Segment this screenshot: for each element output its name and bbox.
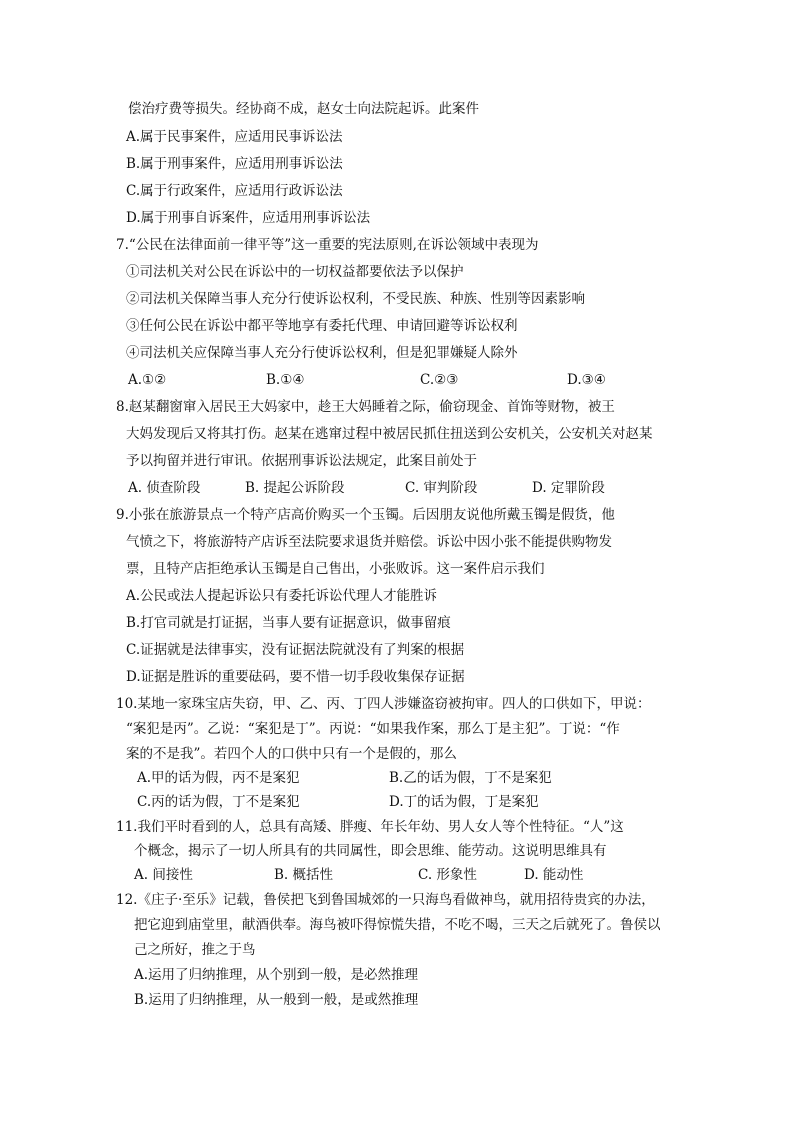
q12-line-3: 己之所好，推之于鸟 [134, 942, 256, 958]
q10-option-b: B.乙的话为假，丁不是案犯 [389, 770, 552, 786]
q12-option-a: A.运用了归纳推理，从个别到一般，是必然推理 [134, 967, 419, 983]
q9-option-d: D.证据是胜诉的重要砝码，要不惜一切手段收集保存证据 [126, 669, 465, 685]
q10-option-d: D.丁的话为假，丁是案犯 [389, 794, 539, 810]
q8-line-1: 8.赵某翻窗窜入居民王大妈家中，趁王大妈睡着之际，偷窃现金、首饰等财物，被王 [116, 399, 615, 415]
q10-option-c: C.丙的话为假，丁不是案犯 [137, 794, 300, 810]
q7-option-d: D.③④ [567, 372, 606, 388]
q6-option-d: D.属于刑事自诉案件，应适用刑事诉讼法 [126, 210, 371, 226]
q6-stem-continuation: 偿治疗费等损失。经协商不成，赵女士向法院起诉。此案件 [128, 101, 479, 117]
q11-option-b: B. 概括性 [274, 867, 334, 883]
q7-item-3: ③任何公民在诉讼中都平等地享有委托代理、申请回避等诉讼权利 [126, 318, 518, 334]
q11-line-2: 个概念，揭示了一切人所具有的共同属性，即会思维、能劳动。这说明思维具有 [134, 843, 607, 859]
q12-line-2: 把它迎到庙堂里，献酒供奉。海鸟被吓得惊慌失措，不吃不喝，三天之后就死了。鲁侯以 [134, 917, 661, 933]
q11-option-c: C. 形象性 [418, 867, 477, 883]
q7-item-2: ②司法机关保障当事人充分行使诉讼权利，不受民族、种族、性别等因素影响 [126, 291, 585, 307]
q7-stem: 7.“公民在法律面前一律平等”这一重要的宪法原则,在诉讼领域中表现为 [116, 237, 539, 253]
q9-line-2: 气愤之下，将旅游特产店诉至法院要求退货并赔偿。诉讼中因小张不能提供购物发 [126, 534, 612, 550]
q12-line-1: 12.《庄子·至乐》记载，鲁侯把飞到鲁国城郊的一只海鸟看做神鸟，就用招待贵宾的办法， [116, 892, 655, 908]
q6-option-b: B.属于刑事案件，应适用刑事诉讼法 [126, 156, 343, 172]
q7-option-b: B.①④ [266, 372, 305, 388]
q7-item-4: ④司法机关应保障当事人充分行使诉讼权利，但是犯罪嫌疑人除外 [126, 345, 518, 361]
q8-option-b: B. 提起公诉阶段 [245, 480, 345, 496]
q8-option-d: D. 定罪阶段 [532, 480, 605, 496]
q7-option-a: A.①② [128, 372, 167, 388]
q9-option-b: B.打官司就是打证据，当事人要有证据意识，做事留痕 [126, 615, 451, 631]
q12-option-b: B.运用了归纳推理，从一般到一般，是或然推理 [134, 992, 419, 1008]
q6-option-a: A.属于民事案件，应适用民事诉讼法 [126, 129, 343, 145]
q6-option-c: C.属于行政案件，应适用行政诉讼法 [126, 183, 343, 199]
q10-line-3: 案的不是我”。若四个人的口供中只有一个是假的，那么 [126, 746, 457, 762]
q11-option-a: A. 间接性 [134, 867, 193, 883]
q10-line-2: “案犯是丙”。乙说：“案犯是丁”。丙说：“如果我作案，那么丁是主犯”。丁说：“作 [126, 721, 620, 737]
q7-item-1: ①司法机关对公民在诉讼中的一切权益都要依法予以保护 [126, 264, 464, 280]
q9-option-c: C.证据就是法律事实，没有证据法院就没有了判案的根据 [126, 642, 465, 658]
q8-option-a: A. 侦查阶段 [128, 480, 201, 496]
q8-line-2: 大妈发现后又将其打伤。赵某在逃窜过程中被居民抓住扭送到公安机关，公安机关对赵某 [126, 426, 653, 442]
q9-line-3: 票，且特产店拒绝承认玉镯是自己售出，小张败诉。这一案件启示我们 [126, 561, 545, 577]
q11-line-1: 11.我们平时看到的人，总具有高矮、胖瘦、年长年幼、男人女人等个性特征。“人”这 [116, 819, 624, 835]
q8-option-c: C. 审判阶段 [405, 480, 478, 496]
q7-option-c: C.②③ [420, 372, 459, 388]
q11-option-d: D. 能动性 [524, 867, 584, 883]
q9-line-1: 9.小张在旅游景点一个特产店高价购买一个玉镯。后因朋友说他所戴玉镯是假货，他 [116, 507, 615, 523]
q8-line-3: 予以拘留并进行审讯。依据刑事诉讼法规定，此案目前处于 [126, 453, 477, 469]
q9-option-a: A.公民或法人提起诉讼只有委托诉讼代理人才能胜诉 [126, 588, 438, 604]
q10-option-a: A.甲的话为假，丙不是案犯 [137, 770, 300, 786]
q10-line-1: 10.某地一家珠宝店失窃，甲、乙、丙、丁四人涉嫌盗窃被拘审。四人的口供如下，甲说： [116, 696, 651, 712]
